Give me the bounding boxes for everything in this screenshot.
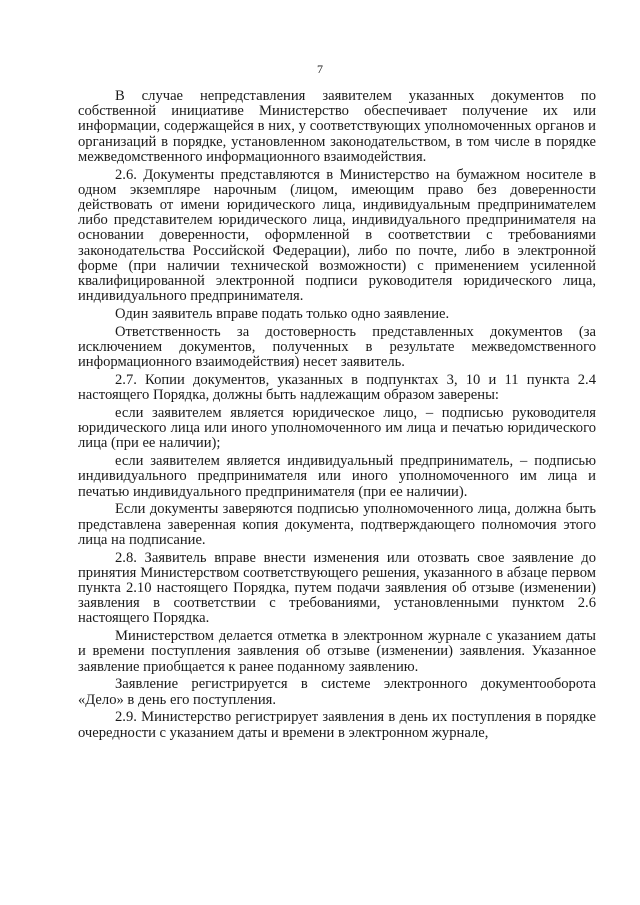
paragraph-2-7: 2.7. Копии документов, указанных в подпунктах 3, 10 и 11 пункта 2.4 настоящего Порядка, должны быть надлежащим образом заверены:	[78, 372, 596, 404]
paragraph-delo-registration: Заявление регистрируется в системе электронного документооборота «Дело» в день его поступления.	[78, 676, 596, 708]
paragraph-legal-entity: если заявителем является юридическое лицо, – подписью руководителя юридического лица или иного уполномоченного им лица и печатью юридического лица (при ее наличии);	[78, 405, 596, 452]
paragraph-2-9: 2.9. Министерство регистрирует заявления в день их поступления в порядке очередности с указанием даты и времени в электронном журнале,	[78, 709, 596, 741]
paragraph-entrepreneur: если заявителем является индивидуальный предприниматель, – подписью индивидуального предпринимателя или иного уполномоченного им лица и печатью индивидуального предпринимателя (при ее наличии).	[78, 453, 596, 500]
paragraph-nonsubmission: В случае непредставления заявителем указанных документов по собственной инициативе Министерство обеспечивает получение их или информации, содержащейся в них, у соответствующих уполномоченных органов и организаций в порядке, установленном законодательством, в том числе в порядке межведомственного информационного взаимодействия.	[78, 88, 596, 165]
document-body	[78, 89, 596, 741]
paragraph-one-application: Один заявитель вправе подать только одно заявление.	[115, 306, 450, 323]
paragraph-authorized-person: Если документы заверяются подписью уполномоченного лица, должна быть представлена заверенная копия документа, подтверждающего полномочия этого лица на подписание.	[78, 501, 596, 548]
paragraph-2-6: 2.6. Документы представляются в Министерство на бумажном носителе в одном экземпляре нарочным (лицом, имеющим право без доверенности действовать от имени юридического лица, индивидуальным предпринимателем либо представителем юридического лица, индивидуального предпринимателя на основании доверенности, оформленной в соответствии с требованиями законодательства Российской Федерации), либо по почте, либо в электронной форме (при наличии технической возможности) с применением усиленной квалифицированной электронной подписи руководителя юридического лица, индивидуального предпринимателя.	[78, 166, 596, 305]
paragraph-journal-mark: Министерством делается отметка в электронном журнале с указанием даты и времени поступления заявления об отзыве (изменении) заявления. Указанное заявление приобщается к ранее поданному заявлению.	[78, 628, 596, 675]
page-number: 7	[317, 62, 323, 76]
paragraph-2-8: 2.8. Заявитель вправе внести изменения или отозвать свое заявление до принятия Министерством соответствующего решения, указанного в абзаце первом пункта 2.10 настоящего Порядка, путем подачи заявления об отзыве (изменении) заявления в соответствии с требованиями, установленными пунктом 2.6 настоящего Порядка.	[78, 549, 596, 627]
paragraph-responsibility: Ответственность за достоверность представленных документов (за исключением документов, полученных в результате межведомственного информационного взаимодействия) несет заявитель.	[78, 323, 596, 371]
